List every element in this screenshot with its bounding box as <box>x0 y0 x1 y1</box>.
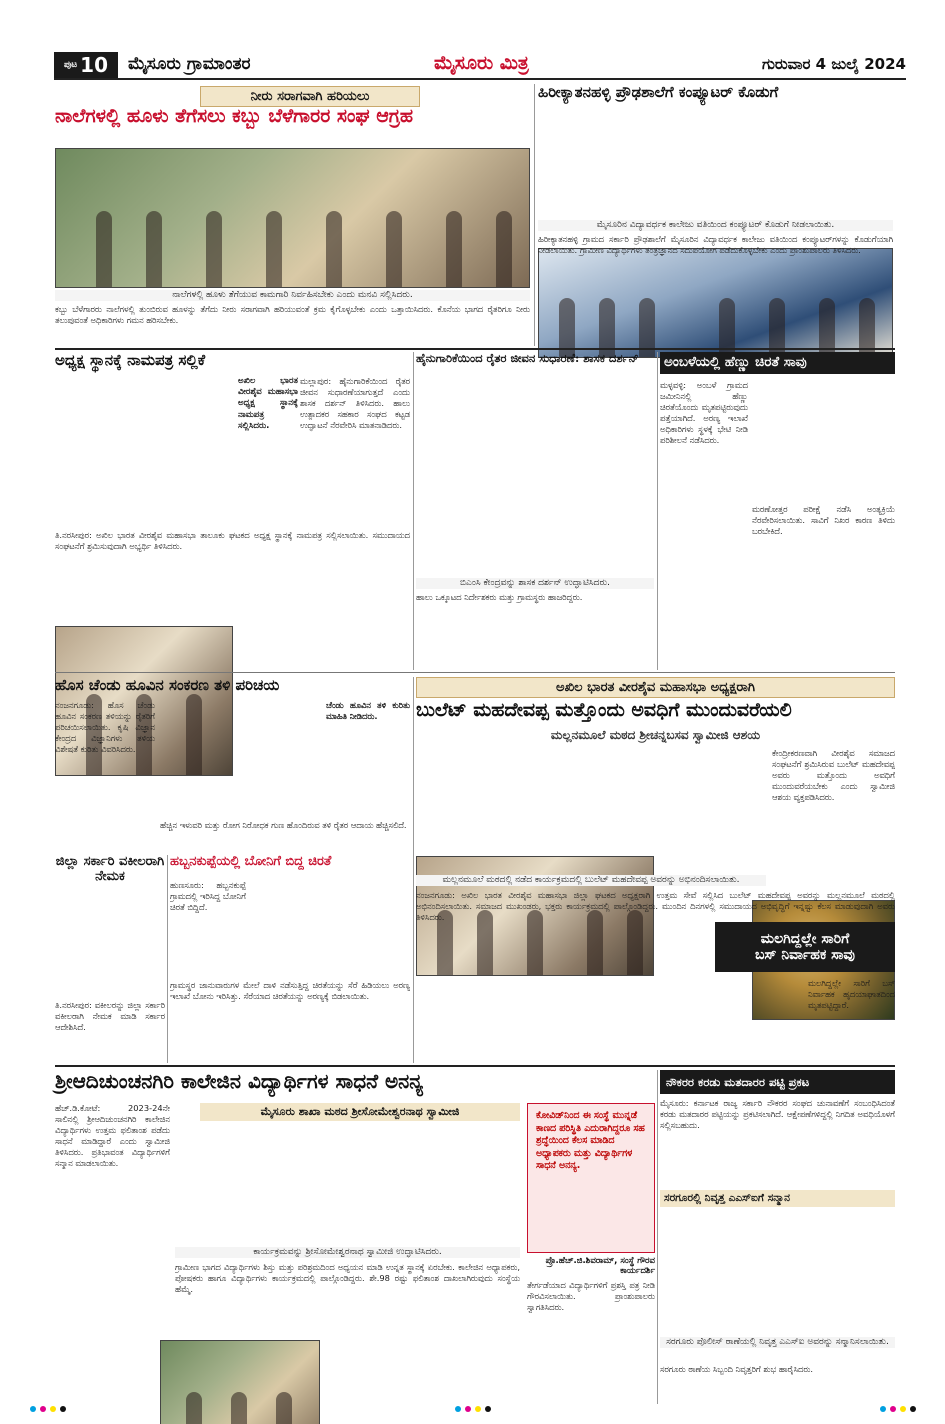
bullet-caption: ಮಲ್ಲನಮೂಲೆ ಮಠದಲ್ಲಿ ನಡೆದ ಕಾರ್ಯಕ್ರಮದಲ್ಲಿ ಬುಲೆಟ್ ಮಹದೇವಪ್ಪ ಅವರನ್ನು ಅಭಿನಂದಿಸಲಾಯಿತು. <box>416 875 766 886</box>
computer-body: ಹಿರೀಕ್ಯಾತನಹಳ್ಳಿ ಗ್ರಾಮದ ಸರ್ಕಾರಿ ಪ್ರೌಢಶಾಲೆಗೆ ಮೈಸೂರಿನ ವಿದ್ಯಾವರ್ಧಕ ಕಾಲೇಜು ವತಿಯಿಂದ ಕಂಪ್ಯೂಟರ್‌ಗಳನ್ನು ಕೊಡುಗೆಯಾಗಿ ನೀಡಲಾಯಿತು. ಗ್ರಾಮೀಣ ವಿದ್ಯಾರ್ಥಿಗಳು ತಂತ್ರಜ್ಞಾನದ ಸದುಪಯೋಗ ಪಡೆದುಕೊಳ್ಳಬೇಕು ಎಂದು ಪ್ರಾಂಶುಪಾಲರು ತಿಳಿಸಿದರು. <box>538 234 893 255</box>
jobs-body: ಮೈಸೂರು: ಕರ್ನಾಟಕ ರಾಜ್ಯ ಸರ್ಕಾರಿ ನೌಕರರ ಸಂಘದ ಚುನಾವಣೆಗೆ ಸಂಬಂಧಿಸಿದಂತೆ ಕರಡು ಮತದಾರರ ಪಟ್ಟಿಯನ್ನು ಪ್ರಕಟಿಸಲಾಗಿದೆ. ಆಕ್ಷೇಪಣೆಗಳಿದ್ದಲ್ಲಿ ನಿಗದಿತ ಅವಧಿಯೊಳಗೆ ಸಲ್ಲಿಸಬಹುದು. <box>660 1098 895 1130</box>
print-registration-dots <box>0 1406 945 1414</box>
leopard-caught-body-col1: ಹುಣಸೂರು: ಹಬ್ಬನಕುಪ್ಪೆ ಗ್ರಾಮದಲ್ಲಿ ಇರಿಸಿದ್ದ ಬೋನಿಗೆ ಚಿರತೆ ಬಿದ್ದಿದೆ. <box>170 880 246 912</box>
page-number: 10 <box>80 53 109 77</box>
college-headline: ಶ್ರೀಆದಿಚುಂಚನಗಿರಿ ಕಾಲೇಜಿನ ವಿದ್ಯಾರ್ಥಿಗಳ ಸಾಧನೆ ಅನನ್ಯ <box>55 1069 424 1093</box>
issue-date: ಗುರುವಾರ 4 ಜುಲೈ 2024 <box>762 55 906 73</box>
bus-driver-headline-2: ಬಸ್ ನಿರ್ವಾಹಕ ಸಾವು <box>755 947 855 963</box>
leopard-caught-body-col2: ಗ್ರಾಮಸ್ಥರ ಜಾನುವಾರುಗಳ ಮೇಲೆ ದಾಳಿ ನಡೆಸುತ್ತಿದ್ದ ಚಿರತೆಯನ್ನು ಸೆರೆ ಹಿಡಿಯಲು ಅರಣ್ಯ ಇಲಾಖೆ ಬೋನು ಇರಿಸಿತ್ತು. ಸೆರೆಯಾದ ಚಿರತೆಯನ್ನು ಅರಣ್ಯಕ್ಕೆ ಬಿಡಲಾಯಿತು. <box>170 980 410 1001</box>
bullet-body-col2: ನಂಜನಗೂಡು: ಅಖಿಲ ಭಾರತ ವೀರಶೈವ ಮಹಾಸಭಾ ಜಿಲ್ಲಾ ಘಟಕದ ಅಧ್ಯಕ್ಷರಾಗಿ ಉತ್ತಮ ಸೇವೆ ಸಲ್ಲಿಸಿದ ಬುಲೆಟ್ ಮಹದೇವಪ್ಪ ಅವರನ್ನು ಮಲ್ಲನಮೂಲೆ ಮಠದಲ್ಲಿ ಅಭಿನಂದಿಸಲಾಯಿತು. ಸಮಾಜದ ಮುಖಂಡರು, ಭಕ್ತರು ಕಾರ್ಯಕ್ರಮದಲ್ಲಿ ಪಾಲ್ಗೊಂಡಿದ್ದರು. ಮುಂದಿನ ದಿನಗಳಲ್ಲಿ ಸಮುದಾಯದ ಅಭಿವೃದ್ಧಿಗೆ ಇನ್ನಷ್ಟು ಕೆಲಸ ಮಾಡುವುದಾಗಿ ಅವರು ತಿಳಿಸಿದರು. <box>416 890 895 922</box>
dairy-body-col2: ಹಾಲು ಒಕ್ಕೂಟದ ನಿರ್ದೇಶಕರು ಮತ್ತು ಗ್ರಾಮಸ್ಥರು ಹಾಜರಿದ್ದರು. <box>416 592 583 602</box>
asi-body: ಸರಗೂರು ಠಾಣೆಯ ಸಿಬ್ಬಂದಿ ನಿವೃತ್ತರಿಗೆ ಶುಭ ಹಾರೈಸಿದರು. <box>660 1364 814 1374</box>
bus-driver-headline-box <box>715 922 895 972</box>
leopard-dead-body: ಮಳ್ಳವಳ್ಳಿ: ಅಂಬಳೆ ಗ್ರಾಮದ ಜಮೀನಿನಲ್ಲಿ ಹೆಣ್ಣು ಚಿರತೆಯೊಂದು ಮೃತಪಟ್ಟಿರುವುದು ಪತ್ತೆಯಾಗಿದೆ. ಅರಣ್ಯ ಇಲಾಖೆ ಅಧಿಕಾರಿಗಳು ಸ್ಥಳಕ್ಕೆ ಭೇಟಿ ನೀಡಿ ಪರಿಶೀಲನೆ ನಡೆಸಿದರು. <box>660 380 748 445</box>
masthead: ಮೈಸೂರು ಮಿತ್ರ <box>434 52 529 74</box>
marigold-body-col1: ನಂಜನಗೂಡು: ಹೊಸ ಚೆಂಡು ಹೂವಿನ ಸಂಕರಣ ತಳಿಯನ್ನು ರೈತರಿಗೆ ಪರಿಚಯಿಸಲಾಯಿತು. ಕೃಷಿ ವಿಜ್ಞಾನ ಕೇಂದ್ರದ ವಿಜ್ಞಾನಿಗಳು ತಳಿಯ ವಿಶೇಷತೆ ಕುರಿತು ವಿವರಿಸಿದರು. <box>55 700 155 754</box>
page-number-box <box>54 52 118 78</box>
marigold-side-caption: ಚೆಂಡು ಹೂವಿನ ತಳಿ ಕುರಿತು ಮಾಹಿತಿ ನೀಡಿದರು. <box>326 700 410 721</box>
dairy-body-col1: ಮಲ್ಲಾಪುರ: ಹೈನುಗಾರಿಕೆಯಿಂದ ರೈತರ ಜೀವನ ಸುಧಾರಣೆಯಾಗುತ್ತದೆ ಎಂದು ಶಾಸಕ ದರ್ಶನ್ ತಿಳಿಸಿದರು. ಹಾಲು ಉತ್ಪಾದಕರ ಸಹಕಾರ ಸಂಘದ ಕಟ್ಟಡ ಉದ್ಘಾಟನೆ ನೆರವೇರಿಸಿ ಮಾತನಾಡಿದರು. <box>300 376 410 430</box>
bullet-body-col1: ಕೇಂದ್ರೀಕರಣವಾಗಿ ವೀರಶೈವ ಸಮಾಜದ ಸಂಘಟನೆಗೆ ಶ್ರಮಿಸಿರುವ ಬುಲೆಟ್ ಮಹದೇವಪ್ಪ ಅವರು ಮತ್ತೊಂದು ಅವಧಿಗೆ ಮುಂದುವರೆಯಬೇಕು ಎಂದು ಸ್ವಾಮೀಜಿ ಆಶಯ ವ್ಯಕ್ತಪಡಿಸಿದರು. <box>772 748 895 802</box>
computer-headline: ಹಿರೀಕ್ಯಾತನಹಳ್ಳಿ ಪ್ರೌಢಶಾಲೆಗೆ ಕಂಪ್ಯೂಟರ್ ಕೊಡುಗೆ <box>538 83 779 101</box>
computer-caption: ಮೈಸೂರಿನ ವಿದ್ಯಾವರ್ಧಕ ಕಾಲೇಜು ವತಿಯಿಂದ ಕಂಪ್ಯೂಟರ್ ಕೊಡುಗೆ ನೀಡಲಾಯಿತು. <box>538 220 893 231</box>
college-quote-author: ಪ್ರೊ.ಹೆಚ್.ಜಿ.ಶಿವರಾಮ್, ಸಂಸ್ಥೆ ಗೌರವ ಕಾರ್ಯದರ್ಶಿ <box>545 1256 655 1276</box>
college-caption: ಕಾರ್ಯಕ್ರಮವನ್ನು ಶ್ರೀಸೋಮೇಶ್ವರನಾಥ ಸ್ವಾಮೀಜಿ ಉದ್ಘಾಟಿಸಿದರು. <box>175 1247 520 1258</box>
leopard-dead-headline: ಅಂಬಳೆಯಲ್ಲಿ ಹೆಣ್ಣು ಚಿರತೆ ಸಾವು <box>660 352 895 374</box>
dairy-caption: ಬಿಎಂಸಿ ಕೇಂದ್ರವನ್ನು ಶಾಸಕ ದರ್ಶನ್ ಉದ್ಘಾಟಿಸಿದರು. <box>416 578 654 589</box>
leopard-caught-headline: ಹಬ್ಬನಕುಪ್ಪೆಯಲ್ಲಿ ಬೋನಿಗೆ ಬಿದ್ದ ಚಿರತೆ <box>170 854 332 869</box>
dairy-headline: ಹೈನುಗಾರಿಕೆಯಿಂದ ರೈತರ ಜೀವನ ಸುಧಾರಣೆ: ಶಾಸಕ ದರ್ಶನ್ <box>416 351 639 365</box>
leopard-dead-body-2: ಮರಣೋತ್ತರ ಪರೀಕ್ಷೆ ನಡೆಸಿ ಅಂತ್ಯಕ್ರಿಯೆ ನೆರವೇರಿಸಲಾಯಿತು. ಸಾವಿಗೆ ನಿಖರ ಕಾರಣ ತಿಳಿದು ಬರಬೇಕಿದೆ. <box>752 504 895 536</box>
jobs-headline-box <box>660 1070 895 1094</box>
college-body-col2: ಗ್ರಾಮೀಣ ಭಾಗದ ವಿದ್ಯಾರ್ಥಿಗಳು ಶಿಸ್ತು ಮತ್ತು ಪರಿಶ್ರಮದಿಂದ ಅಧ್ಯಯನ ಮಾಡಿ ಉನ್ನತ ಸ್ಥಾನಕ್ಕೆ ಏರಬೇಕು. ಕಾಲೇಜಿನ ಅಧ್ಯಾಪಕರು, ಪೋಷಕರು ಹಾಗೂ ವಿದ್ಯಾರ್ಥಿಗಳು ಕಾರ್ಯಕ್ರಮದಲ್ಲಿ ಪಾಲ್ಗೊಂಡಿದ್ದರು. ಶೇ.98 ರಷ್ಟು ಫಲಿತಾಂಶ ದಾಖಲಾಗಿರುವುದು ಸಂಸ್ಥೆಯ ಹೆಮ್ಮೆ. <box>175 1262 520 1294</box>
canal-photo <box>55 148 530 288</box>
college-quote: ಕೋವಿಡ್‌ನಿಂದ ಈ ಸಂಸ್ಥೆ ಮುನ್ನಡೆ ಕಾಣದ ಪರಿಸ್ಥಿತಿ ಎದುರಾಗಿದ್ದರೂ ಸಹ ಶ್ರದ್ಧೆಯಿಂದ ಕೆಲಸ ಮಾಡಿದ ಅಧ್ಯಾಪಕರು ಮತ್ತು ವಿದ್ಯಾರ್ಥಿಗಳ ಸಾಧನೆ ಅನನ್ಯ. <box>527 1103 655 1253</box>
bullet-subhead: ಮಲ್ಲನಮೂಲೆ ಮಠದ ಶ್ರೀಚನ್ನಬಸವ ಸ್ವಾಮೀಜಿ ಆಶಯ <box>550 728 761 742</box>
canal-kicker: ನೀರು ಸರಾಗವಾಗಿ ಹರಿಯಲು <box>200 86 420 107</box>
canal-caption: ನಾಲೆಗಳಲ್ಲಿ ಹೂಳು ತೆಗೆಯುವ ಕಾಮಗಾರಿ ನಿರ್ವಹಿಸಬೇಕು ಎಂದು ಮನವಿ ಸಲ್ಲಿಸಿದರು. <box>55 290 530 301</box>
asi-caption: ಸರಗೂರು ಪೊಲೀಸ್ ಠಾಣೆಯಲ್ಲಿ ನಿವೃತ್ತ ಎಎಸ್‌ಐ ಅವರನ್ನು ಸನ್ಮಾನಿಸಲಾಯಿತು. <box>660 1337 895 1348</box>
bus-driver-headline-1: ಮಲಗಿದ್ದಲ್ಲೇ ಸಾರಿಗೆ <box>760 931 850 947</box>
bus-driver-body: ಮಲಗಿದ್ದಲ್ಲೇ ಸಾರಿಗೆ ಬಸ್ ನಿರ್ವಾಹಕ ಹೃದಯಾಘಾತದಿಂದ ಮೃತಪಟ್ಟಿದ್ದಾರೆ. <box>808 978 895 1010</box>
marigold-headline: ಹೊಸ ಚೆಂಡು ಹೂವಿನ ಸಂಕರಣ ತಳಿ ಪರಿಚಯ <box>55 676 280 694</box>
section-title: ಮೈಸೂರು ಗ್ರಾಮಾಂತರ <box>128 54 251 74</box>
asi-headline: ಸರಗೂರಲ್ಲಿ ನಿವೃತ್ತ ಎಎಸ್‌ಐಗೆ ಸನ್ಮಾನ <box>660 1190 895 1207</box>
canal-body: ಕಬ್ಬು ಬೆಳೆಗಾರರು ನಾಲೆಗಳಲ್ಲಿ ತುಂಬಿರುವ ಹೂಳನ್ನು ತೆಗೆದು ನೀರು ಸರಾಗವಾಗಿ ಹರಿಯುವಂತೆ ಕ್ರಮ ಕೈಗೊಳ್ಳಬೇಕು ಎಂದು ಒತ್ತಾಯಿಸಿದರು. ಕೊನೆಯ ಭಾಗದ ರೈತರಿಗೂ ನೀರು ತಲುಪುವಂತೆ ಅಧಿಕಾರಿಗಳು ಗಮನ ಹರಿಸಬೇಕು. <box>55 304 530 325</box>
advocate-headline: ಜಿಲ್ಲಾ ಸರ್ಕಾರಿ ವಕೀಲರಾಗಿ ನೇಮಕ <box>55 854 165 884</box>
page-label: ಪುಟ <box>63 60 78 70</box>
college-body-col3: ತೇರ್ಗಡೆಯಾದ ವಿದ್ಯಾರ್ಥಿಗಳಿಗೆ ಪ್ರಶಸ್ತಿ ಪತ್ರ ನೀಡಿ ಗೌರವಿಸಲಾಯಿತು. ಪ್ರಾಂಶುಪಾಲರು ಸ್ವಾಗತಿಸಿದರು. <box>527 1280 655 1312</box>
nomination-headline: ಅಧ್ಯಕ್ಷ ಸ್ಥಾನಕ್ಕೆ ನಾಮಪತ್ರ ಸಲ್ಲಿಕೆ <box>55 351 206 369</box>
page-header <box>54 52 906 80</box>
canal-headline: ನಾಲೆಗಳಲ್ಲಿ ಹೂಳು ತೆಗೆಸಲು ಕಬ್ಬು ಬೆಳೆಗಾರರ ಸಂಘ ಆಗ್ರಹ <box>55 105 414 127</box>
jobs-headline: ನೌಕರರ ಕರಡು ಮತದಾರರ ಪಟ್ಟಿ ಪ್ರಕಟ <box>666 1074 810 1089</box>
nomination-side-caption: ಅಖಿಲ ಭಾರತ ವೀರಶೈವ ಮಹಾಸಭಾ ಅಧ್ಯಕ್ಷ ಸ್ಥಾನಕ್ಕೆ ನಾಮಪತ್ರ ಸಲ್ಲಿಸಿದರು. <box>238 376 298 431</box>
bullet-kicker: ಅಖಿಲ ಭಾರತ ವೀರಶೈವ ಮಹಾಸಭಾ ಅಧ್ಯಕ್ಷರಾಗಿ <box>416 677 895 698</box>
nomination-body: ತಿ.ನರಸೀಪುರ: ಅಖಿಲ ಭಾರತ ವೀರಶೈವ ಮಹಾಸಭಾ ತಾಲೂಕು ಘಟಕದ ಅಧ್ಯಕ್ಷ ಸ್ಥಾನಕ್ಕೆ ನಾಮಪತ್ರ ಸಲ್ಲಿಸಲಾಯಿತು. ಸಮುದಾಯದ ಸಂಘಟನೆಗೆ ಶ್ರಮಿಸುವುದಾಗಿ ಅಭ್ಯರ್ಥಿ ತಿಳಿಸಿದರು. <box>55 530 410 551</box>
college-strip: ಮೈಸೂರು ಶಾಖಾ ಮಠದ ಶ್ರೀಸೋಮೇಶ್ವರನಾಥ ಸ್ವಾಮೀಜಿ <box>200 1103 520 1121</box>
bullet-headline: ಬುಲೆಟ್ ಮಹದೇವಪ್ಪ ಮತ್ತೊಂದು ಅವಧಿಗೆ ಮುಂದುವರೆಯಲಿ <box>416 699 792 721</box>
college-body-col1: ಹೆಚ್.ಡಿ.ಕೋಟೆ: 2023-24ನೇ ಸಾಲಿನಲ್ಲಿ ಶ್ರೀಆದಿಚುಂಚನಗಿರಿ ಕಾಲೇಜಿನ ವಿದ್ಯಾರ್ಥಿಗಳು ಉತ್ತಮ ಫಲಿತಾಂಶ ಪಡೆದು ಸಾಧನೆ ಮಾಡಿದ್ದಾರೆ ಎಂದು ಸ್ವಾಮೀಜಿ ತಿಳಿಸಿದರು. ಪ್ರತಿಭಾವಂತ ವಿದ್ಯಾರ್ಥಿಗಳಿಗೆ ಸನ್ಮಾನ ಮಾಡಲಾಯಿತು. <box>55 1103 170 1168</box>
advocate-body: ತಿ.ನರಸೀಪುರ: ವಕೀಲರನ್ನು ಜಿಲ್ಲಾ ಸರ್ಕಾರಿ ವಕೀಲರಾಗಿ ನೇಮಕ ಮಾಡಿ ಸರ್ಕಾರ ಆದೇಶಿಸಿದೆ. <box>55 1000 165 1032</box>
marigold-body-col2: ಹೆಚ್ಚಿನ ಇಳುವರಿ ಮತ್ತು ರೋಗ ನಿರೋಧಕ ಗುಣ ಹೊಂದಿರುವ ತಳಿ ರೈತರ ಆದಾಯ ಹೆಚ್ಚಿಸಲಿದೆ. <box>160 820 407 830</box>
